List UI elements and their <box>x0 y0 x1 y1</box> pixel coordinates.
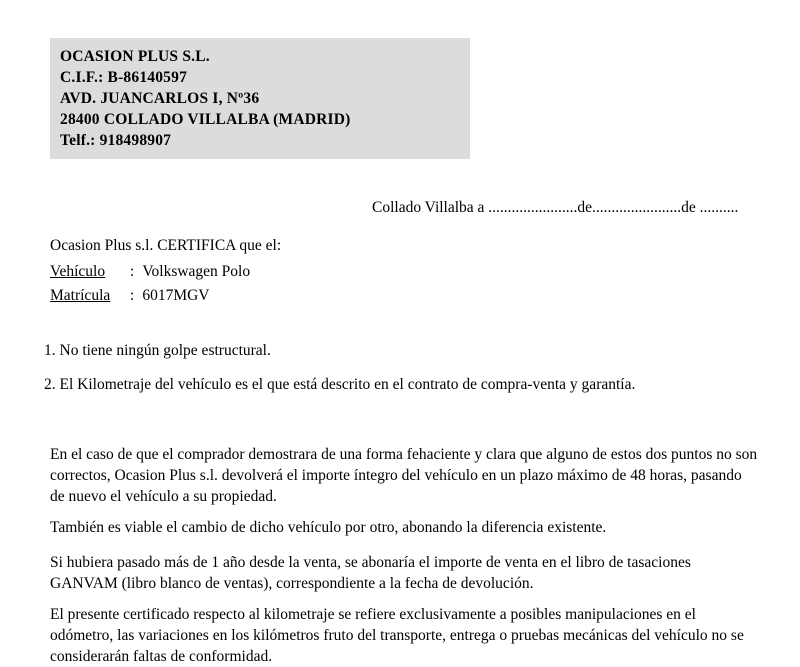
company-address: AVD. JUANCARLOS I, Nº36 <box>60 90 260 107</box>
company-city: 28400 COLLADO VILLALBA (MADRID) <box>60 111 351 128</box>
certifies-line: Ocasion Plus s.l. CERTIFICA que el: <box>50 237 282 254</box>
letterhead-block <box>50 38 470 159</box>
vehicle-separator: : <box>130 263 135 280</box>
company-name: OCASION PLUS S.L. <box>60 48 210 65</box>
plate-label: Matrícula <box>50 287 111 304</box>
certification-point-2: 2. El Kilometraje del vehículo es el que está descrito en el contrato de compra-venta y garantía. <box>44 376 636 393</box>
body-paragraph-3: Si hubiera pasado más de 1 año desde la venta, se abonaría el importe de venta en el libro de tasaciones GANVAM (libro blanco de ventas), correspondiente a la fecha de devolución. <box>50 554 691 592</box>
vehicle-row <box>50 262 250 282</box>
company-phone: Telf.: 918498907 <box>60 132 172 149</box>
vehicle-label: Vehículo <box>50 263 106 280</box>
vehicle-value: Volkswagen Polo <box>142 263 251 280</box>
company-cif: C.I.F.: B-86140597 <box>60 69 188 86</box>
plate-row <box>50 286 209 306</box>
place-and-date-line: Collado Villalba a .......................de.......................de .......... <box>372 199 739 216</box>
body-paragraph-2: También es viable el cambio de dicho vehículo por otro, abonando la diferencia existente. <box>50 519 607 536</box>
plate-separator: : <box>130 287 135 304</box>
body-paragraph-4: El presente certificado respecto al kilometraje se refiere exclusivamente a posibles manipulaciones en el odómetro, las variaciones en los kilómetros fruto del transporte, entrega o pruebas mecánicas del vehículo no se considerarán faltas de conformidad. <box>50 606 744 665</box>
body-paragraph-1: En el caso de que el comprador demostrara de una forma fehaciente y clara que alguno de estos dos puntos no son correctos, Ocasion Plus s.l. devolverá el importe íntegro del vehículo en un plazo máximo de 48 horas, pasando de nuevo el vehículo a su propiedad. <box>50 446 758 505</box>
plate-value: 6017MGV <box>142 287 210 304</box>
certification-point-1: 1. No tiene ningún golpe estructural. <box>44 342 271 359</box>
